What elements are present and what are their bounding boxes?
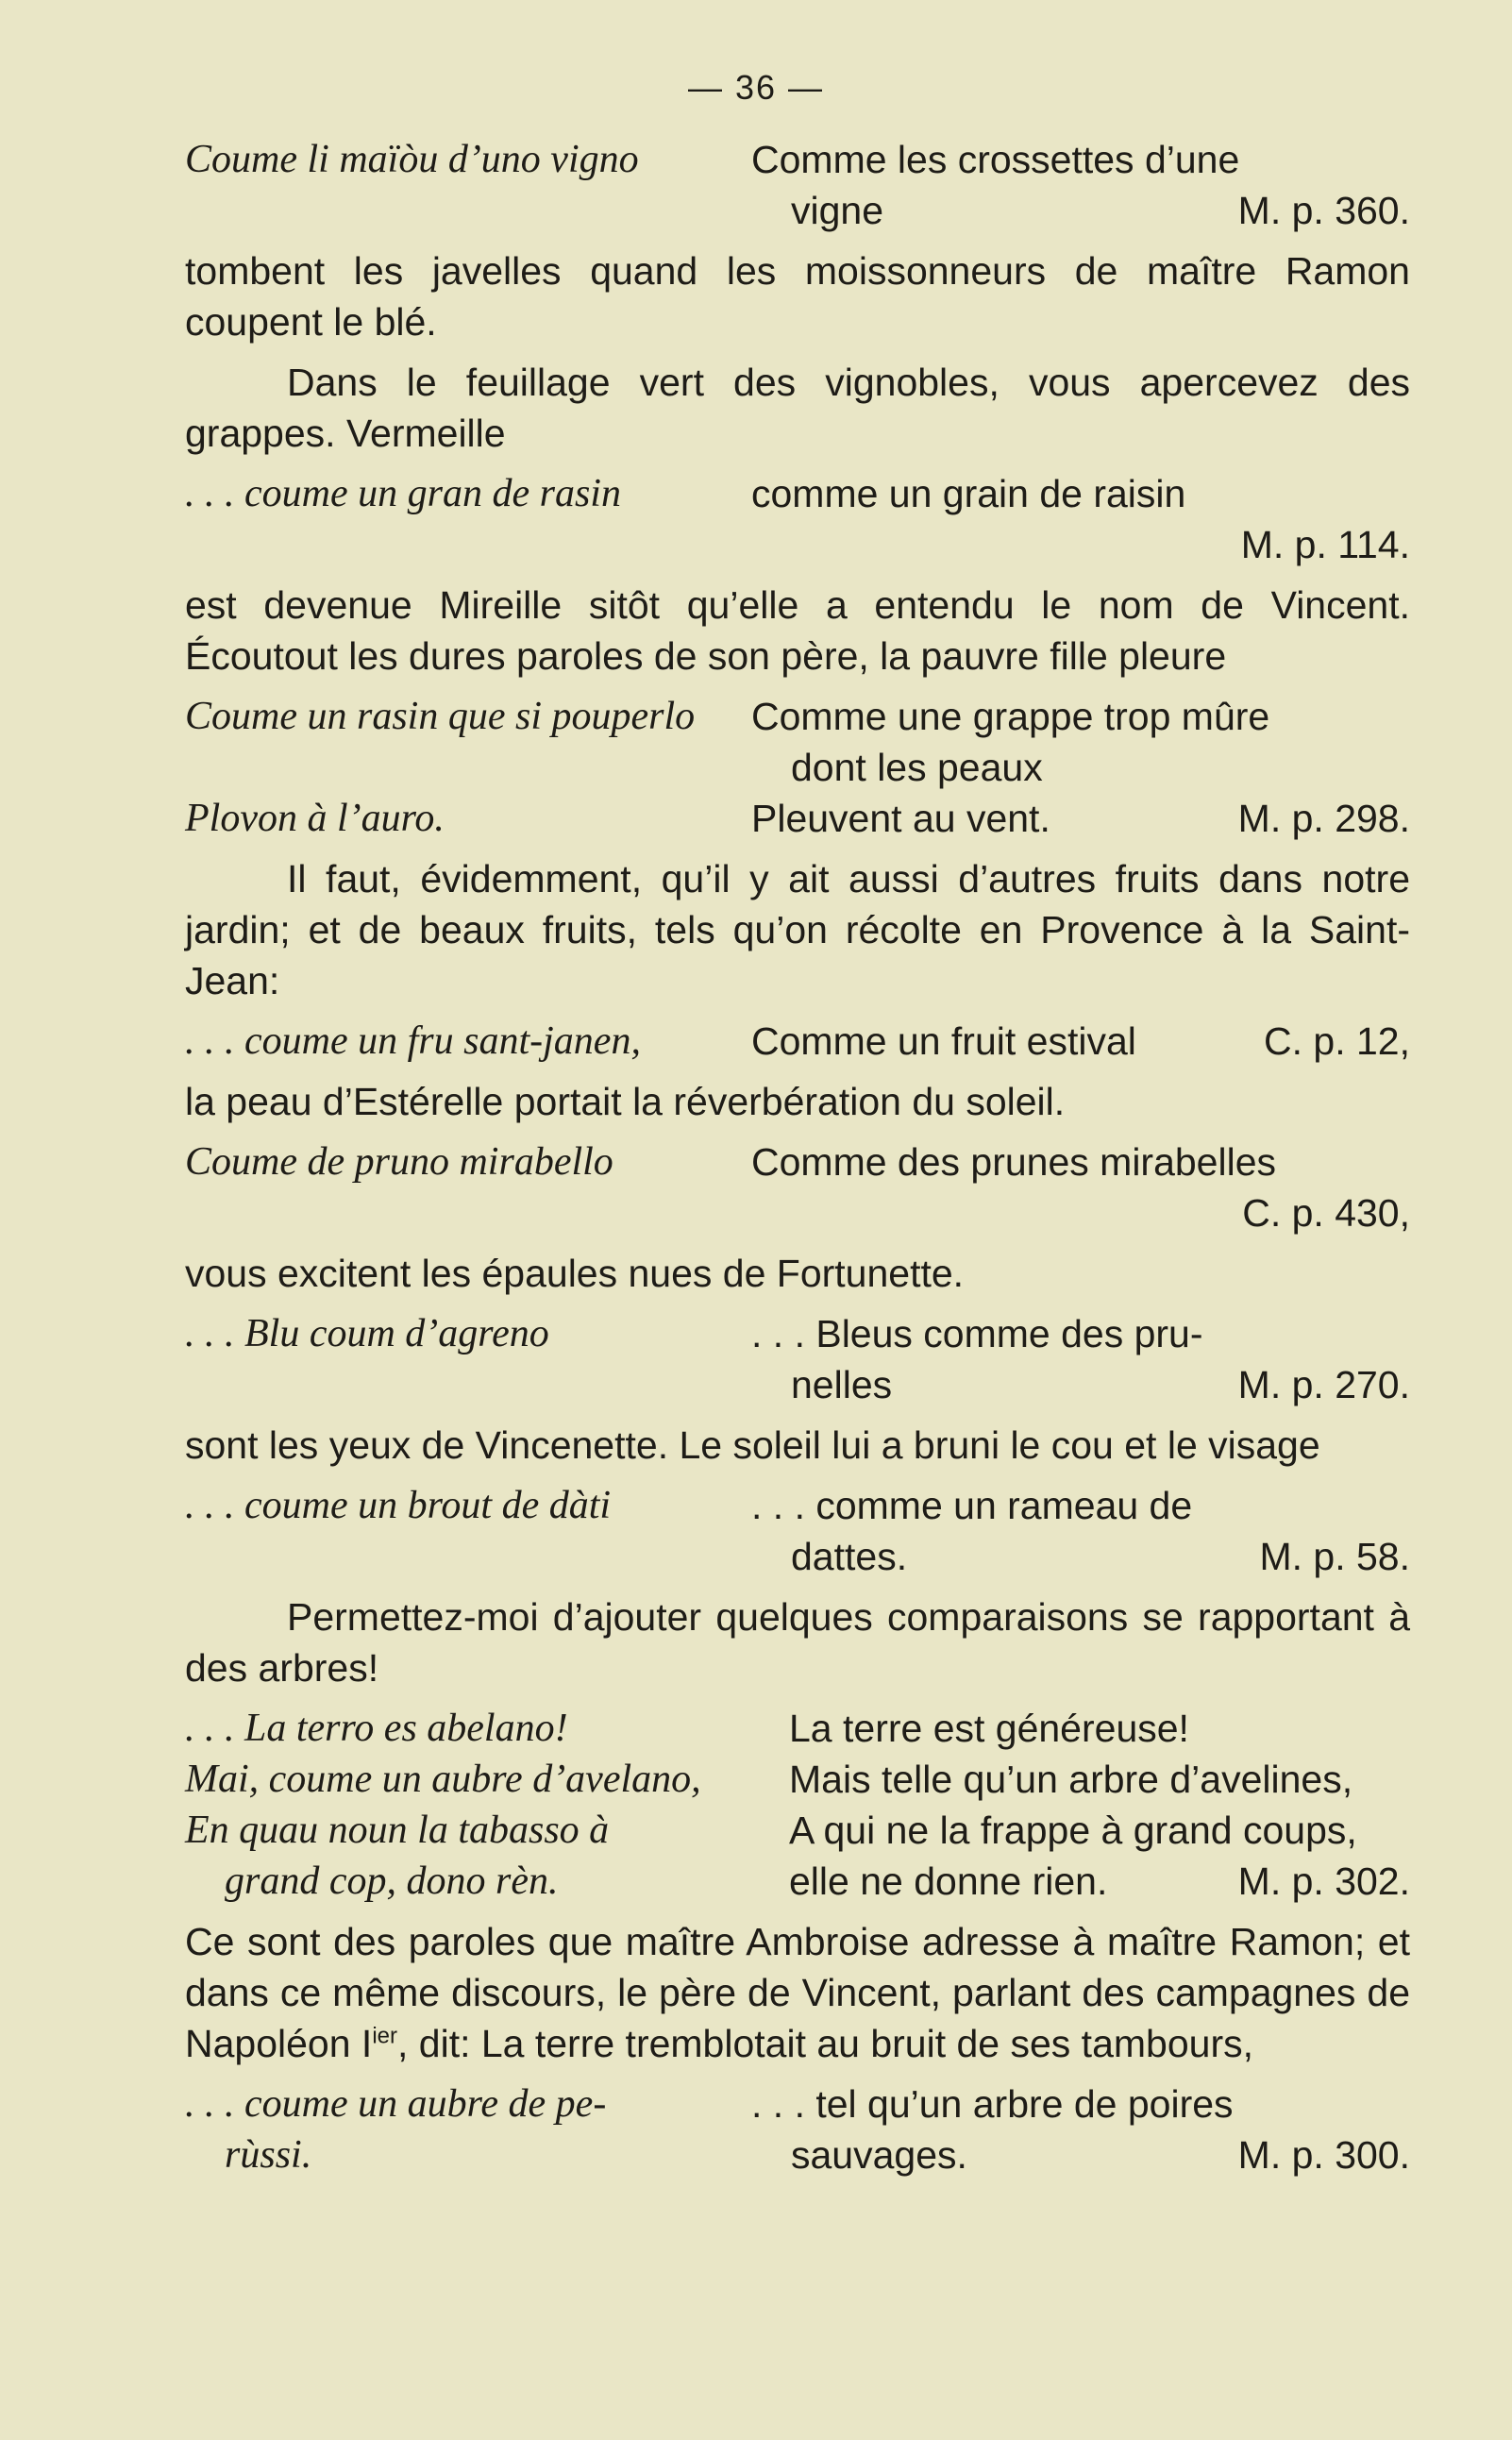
quote-block — [185, 1308, 1410, 1410]
paragraph: tombent les javelles quand les moissonneurs de maître Ramon coupent le blé. — [185, 249, 1410, 344]
translation-line: Comme une grappe trop mûre — [751, 695, 1270, 738]
paragraph: sont les yeux de Vincenette. Le soleil lui a bruni le cou et le visage — [185, 1423, 1320, 1467]
provencal-verse: . . . coume un fru sant-janen, — [185, 1019, 641, 1063]
paragraph: vous excitent les épaules nues de Fortunette. — [185, 1252, 965, 1295]
citation-reference: M. p. 114. — [1240, 523, 1410, 566]
french-translation — [789, 1805, 1410, 1907]
provencal-verse: Mai, coume un aubre d’avelano, — [185, 1758, 701, 1801]
french-translation — [751, 1480, 1410, 1582]
citation-reference: C. p. 430, — [1242, 1191, 1410, 1235]
translation-line: Comme les crossettes d’une — [751, 138, 1240, 181]
page-number: — 36 — — [687, 68, 825, 107]
quote-block — [185, 1136, 1410, 1238]
paragraph: Ce sont des paroles que maître Ambroise adresse à maître Ramon; et dans ce même discours, le père de Vincent, parlant des campagnes de Napoléon $I^{ier}$, dit: La terre tremblotait au bruit de ses tambours, — [185, 1920, 1410, 2065]
translation-line: . . . tel qu’un arbre de poires — [751, 2082, 1234, 2126]
provencal-verse: Coume un rasin que si pouperlo — [185, 695, 696, 738]
paragraph: la peau d’Estérelle portait la réverbération du soleil. — [185, 1080, 1066, 1123]
provencal-verse: . . . coume un brout de dàti — [185, 1484, 612, 1527]
citation-reference: M. p. 298. — [1237, 797, 1410, 840]
citation-reference: M. p. 360. — [1237, 189, 1410, 232]
translation-line: dont les peaux — [791, 746, 1043, 789]
provencal-verse: . . . La terro es abelano! — [185, 1707, 568, 1750]
translation-line: . . . Bleus comme des pru- — [751, 1312, 1203, 1355]
french-translation — [751, 2078, 1410, 2180]
provencal-verse: . . . coume un aubre de pe- rùssi. — [185, 2082, 607, 2177]
paragraph: Dans le feuillage vert des vignobles, vous apercevez des grappes. Vermeille — [185, 361, 1410, 455]
french-translation — [751, 1136, 1410, 1238]
citation-reference: M. p. 302. — [1237, 1859, 1410, 1903]
french-translation — [751, 691, 1410, 793]
translation-line: Mais telle qu’un arbre d’avelines, — [789, 1758, 1353, 1801]
provencal-verse: . . . Blu coum d’agreno — [185, 1312, 549, 1355]
quote-block — [185, 134, 1410, 236]
translation-line: sauvages. — [791, 2133, 967, 2177]
translation-line: La terre est généreuse! — [789, 1707, 1189, 1750]
citation-reference: C. p. 12, — [1264, 1019, 1410, 1063]
translation-line: A qui ne la frappe à grand coups, — [789, 1809, 1357, 1852]
translation-line: comme un grain de raisin — [751, 472, 1186, 515]
paragraph: Permettez-moi d’ajouter quelques comparaisons se rapportant à des arbres! — [185, 1595, 1410, 1690]
translation-line: dattes. — [791, 1535, 908, 1578]
page-body — [185, 134, 1410, 2190]
translation-line: Comme un fruit estival — [751, 1019, 1136, 1063]
french-translation — [751, 134, 1410, 236]
translation-line: Pleuvent au vent. — [751, 797, 1050, 840]
quote-block — [185, 1016, 1410, 1067]
quote-block — [185, 1703, 1410, 1907]
provencal-verse: . . . coume un gran de rasin — [185, 472, 621, 515]
translation-line: elle ne donne rien. — [789, 1859, 1108, 1903]
translation-line: vigne — [791, 189, 884, 232]
translation-line: nelles — [791, 1363, 893, 1406]
citation-reference: M. p. 300. — [1237, 2133, 1410, 2177]
quote-block — [185, 468, 1410, 570]
translation-line: Comme des prunes mirabelles — [751, 1140, 1277, 1184]
french-translation — [751, 1308, 1410, 1410]
provencal-verse: Plovon à l’auro. — [185, 797, 445, 840]
provencal-verse: Coume li maïòu d’uno vigno — [185, 138, 639, 181]
translation-line: . . . comme un rameau de — [751, 1484, 1193, 1527]
provencal-verse: Coume de pruno mirabello — [185, 1140, 613, 1184]
quote-block — [185, 2078, 1410, 2180]
quote-block — [185, 691, 1410, 844]
quote-block — [185, 1480, 1410, 1582]
provencal-verse: En quau noun la tabasso à grand cop, dono rèn. — [185, 1809, 610, 1903]
citation-reference: M. p. 270. — [1237, 1363, 1410, 1406]
citation-reference: M. p. 58. — [1259, 1535, 1410, 1578]
paragraph: Il faut, évidemment, qu’il y ait aussi d’autres fruits dans notre jardin; et de beaux fruits, tels qu’on récolte en Provence à la Saint-Jean: — [185, 857, 1410, 1002]
french-translation — [751, 468, 1410, 570]
paragraph: est devenue Mireille sitôt qu’elle a entendu le nom de Vincent. Écoutout les dures paroles de son père, la pauvre fille pleure — [185, 583, 1410, 678]
